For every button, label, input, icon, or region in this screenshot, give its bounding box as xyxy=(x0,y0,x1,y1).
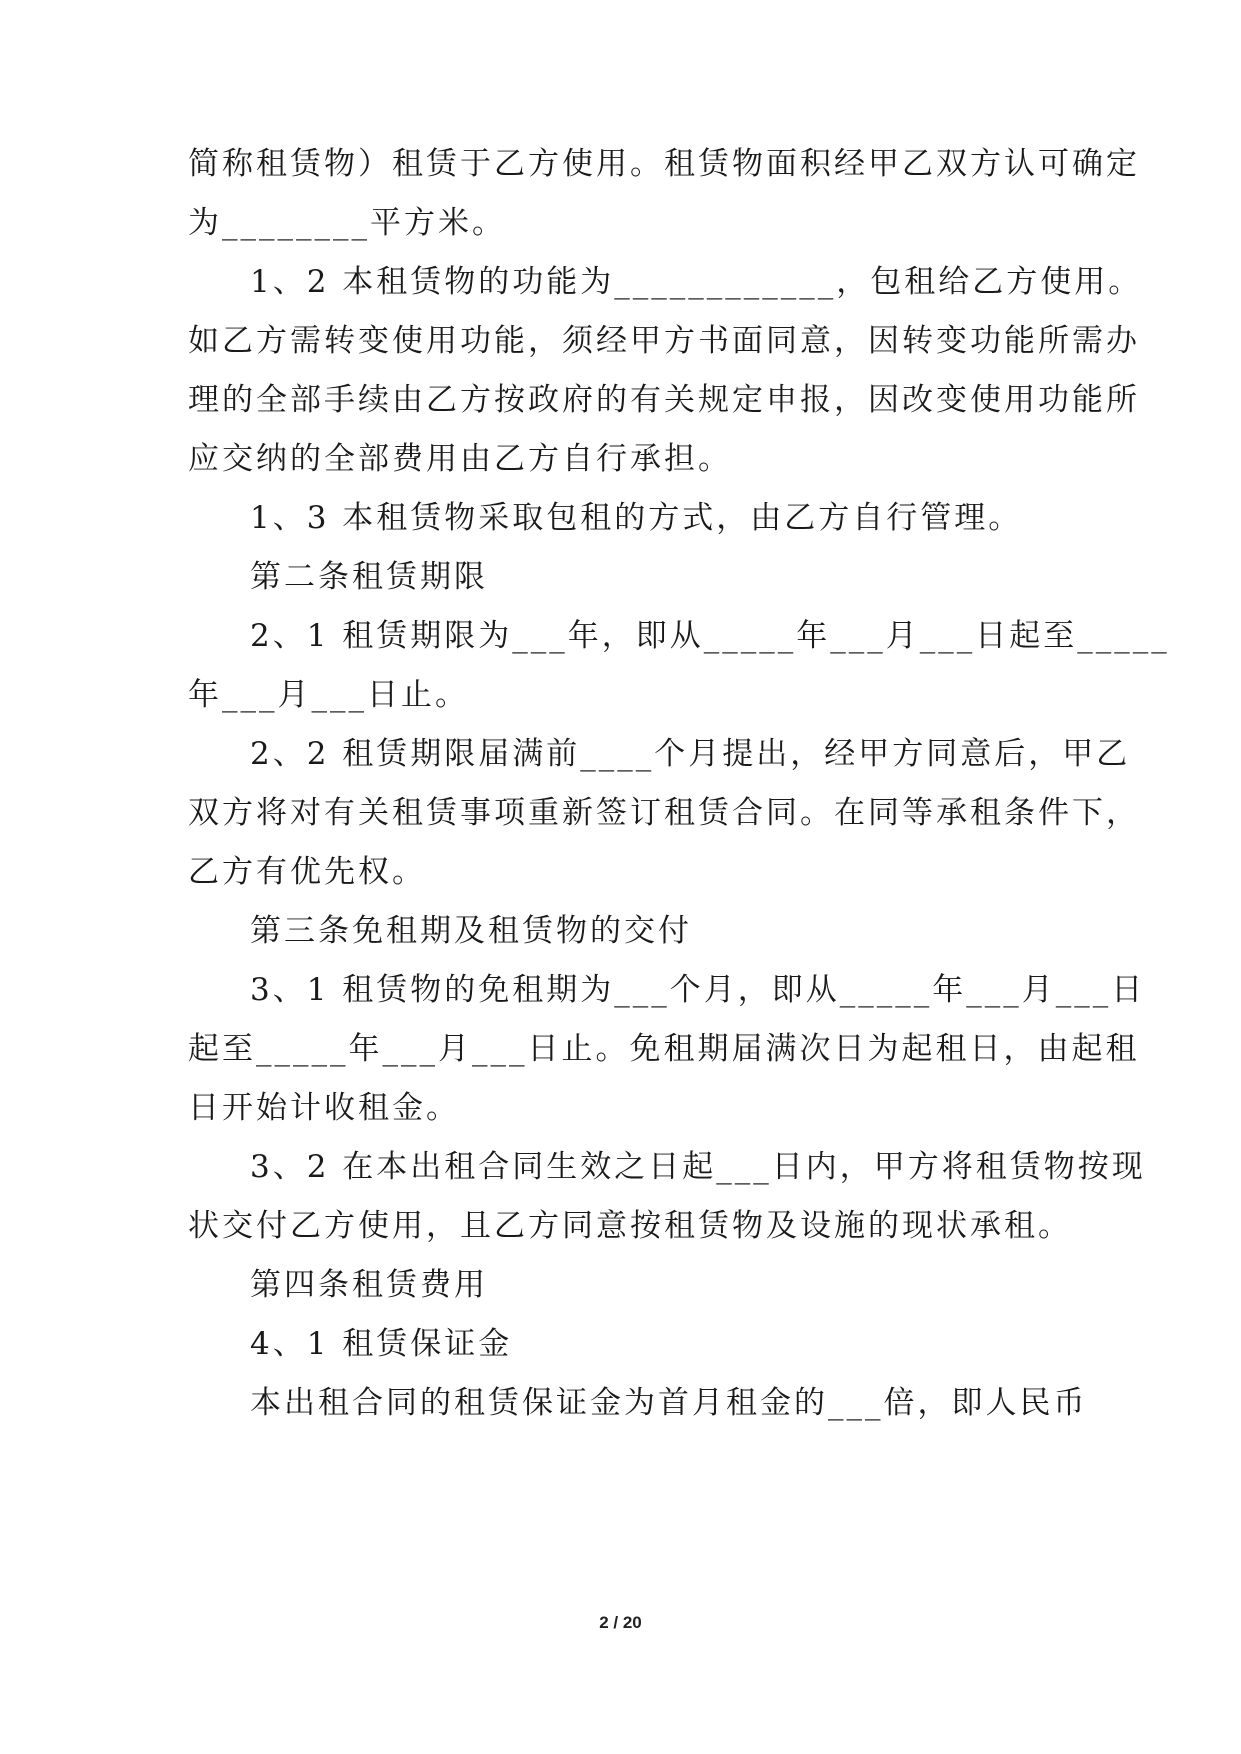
text-line: 1、2 本租赁物的功能为____________，包租给乙方使用。 xyxy=(250,264,1143,300)
section-heading: 第四条租赁费用 xyxy=(250,1267,488,1303)
text-line: 1、3 本租赁物采取包租的方式，由乙方自行管理。 xyxy=(250,500,1023,536)
text-line: 状交付乙方使用，且乙方同意按租赁物及设施的现状承租。 xyxy=(188,1208,1072,1244)
text-line: 3、2 在本出租合同生效之日起___日内，甲方将租赁物按现 xyxy=(250,1149,1146,1185)
text-line: 4、1 租赁保证金 xyxy=(250,1326,513,1362)
text-line: 日开始计收租金。 xyxy=(188,1090,460,1126)
text-line: 简称租赁物）租赁于乙方使用。租赁物面积经甲乙双方认可确定 xyxy=(188,146,1140,182)
text-line: 为________平方米。 xyxy=(188,205,506,241)
text-line: 应交纳的全部费用由乙方自行承担。 xyxy=(188,441,732,477)
text-line: 2、1 租赁期限为___年，即从_____年___月___日起至_____ xyxy=(250,618,1170,654)
text-line: 2、2 租赁期限届满前____个月提出，经甲方同意后，甲乙 xyxy=(250,736,1131,772)
text-line: 3、1 租赁物的免租期为___个月，即从_____年___月___日 xyxy=(250,972,1146,1008)
text-line: 理的全部手续由乙方按政府的有关规定申报，因改变使用功能所 xyxy=(188,382,1140,418)
text-line: 乙方有优先权。 xyxy=(188,854,426,890)
page-number: 2 / 20 xyxy=(599,1613,642,1632)
text-line: 起至_____年___月___日止。免租期届满次日为起租日，由起租 xyxy=(188,1031,1140,1067)
text-line: 年___月___日止。 xyxy=(188,677,469,713)
text-line: 双方将对有关租赁事项重新签订租赁合同。在同等承租条件下， xyxy=(188,795,1140,831)
section-heading: 第三条免租期及租赁物的交付 xyxy=(250,913,692,949)
text-line: 本出租合同的租赁保证金为首月租金的___倍，即人民币 xyxy=(250,1385,1088,1421)
section-heading: 第二条租赁期限 xyxy=(250,559,488,595)
text-line: 如乙方需转变使用功能，须经甲方书面同意，因转变功能所需办 xyxy=(188,323,1140,359)
